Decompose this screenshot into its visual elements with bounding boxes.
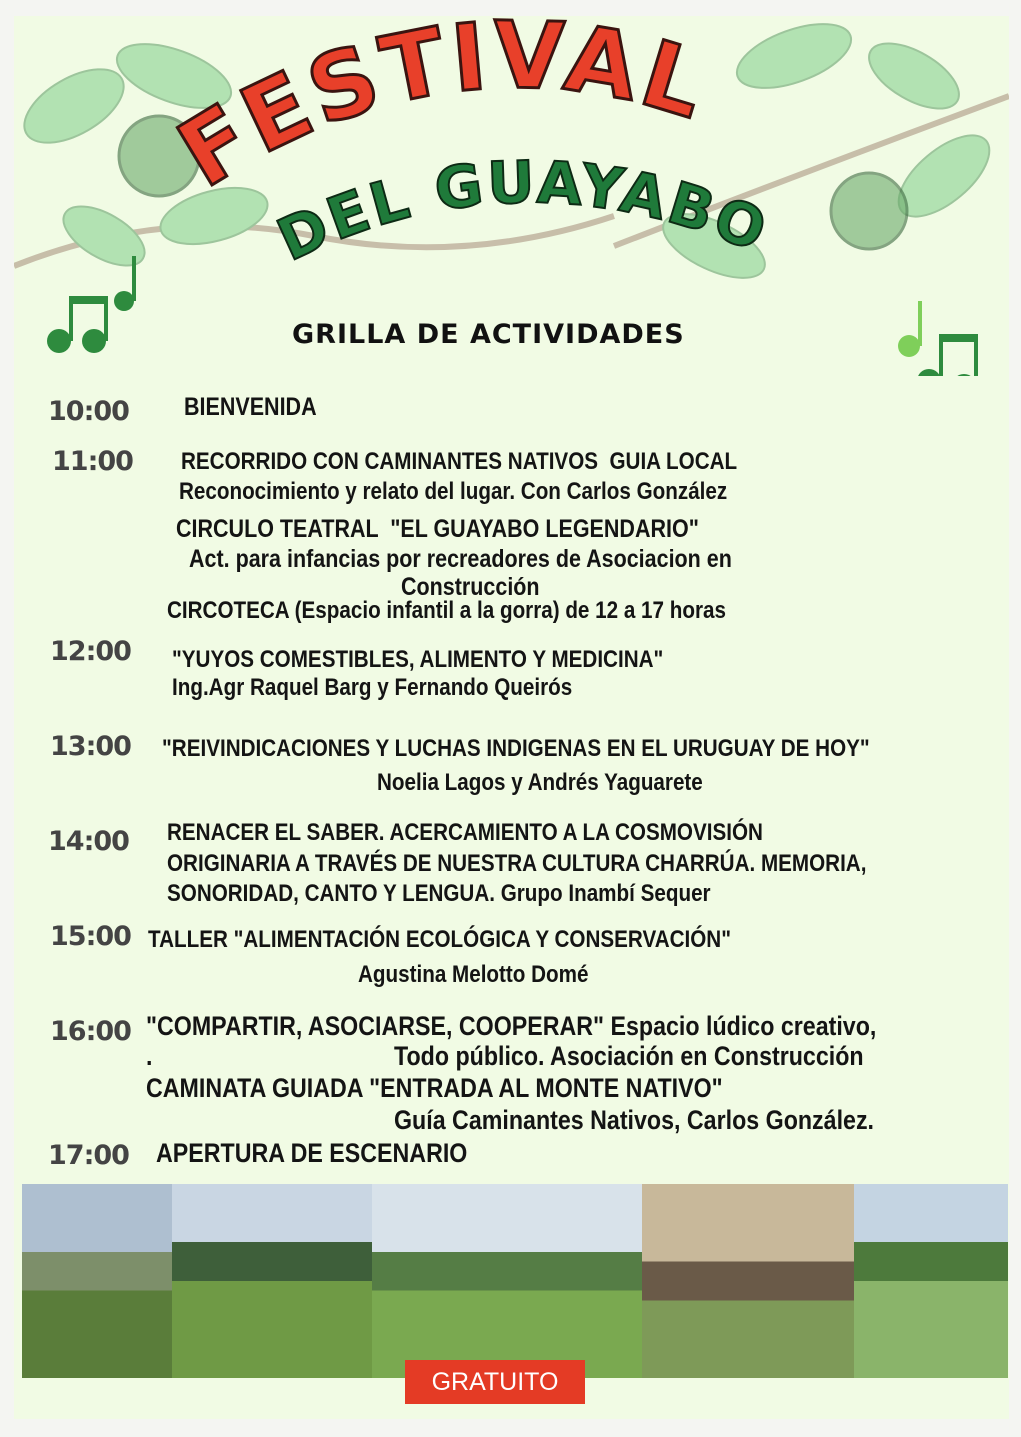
activity-title: RECORRIDO CON CAMINANTES NATIVOS GUIA LOCAL	[181, 448, 738, 475]
festival-title	[14, 1, 1009, 300]
activity-title: ORIGINARIA A TRAVÉS DE NUESTRA CULTURA CHARRÚA. MEMORIA,	[167, 850, 867, 877]
activity-detail: Agustina Melotto Domé	[358, 961, 589, 988]
schedule-heading: GRILLA DE ACTIVIDADES	[292, 319, 685, 350]
photo-group-1	[22, 1184, 172, 1378]
activity-detail: .	[146, 1041, 153, 1071]
activity-detail: Construcción	[401, 573, 540, 601]
title-festival: FESTIVAL	[160, 1, 721, 209]
activity-title: TALLER "ALIMENTACIÓN ECOLÓGICA Y CONSERVACIÓN"	[148, 926, 731, 953]
photo-group-3	[372, 1184, 642, 1378]
photo-group-5	[854, 1184, 1008, 1378]
photo-group-2	[172, 1184, 372, 1378]
time-16: 16:00	[50, 1016, 131, 1047]
activity-title: "REIVINDICACIONES Y LUCHAS INDIGENAS EN EL URUGUAY DE HOY"	[162, 735, 870, 762]
time-15: 15:00	[50, 921, 131, 952]
activity-title: "COMPARTIR, ASOCIARSE, COOPERAR" Espacio lúdico creativo,	[146, 1011, 877, 1041]
time-14: 14:00	[48, 826, 129, 857]
time-13: 13:00	[50, 731, 131, 762]
activity-detail: CIRCOTECA (Espacio infantil a la gorra) de 12 a 17 horas	[167, 597, 726, 624]
time-12: 12:00	[50, 636, 131, 667]
activity-detail: Reconocimiento y relato del lugar. Con Carlos González	[179, 478, 728, 505]
activity-title: CIRCULO TEATRAL "EL GUAYABO LEGENDARIO"	[176, 515, 699, 543]
festival-poster	[14, 1, 1009, 1419]
time-10: 10:00	[48, 396, 129, 427]
svg-text:DEL GUAYABO	[267, 148, 778, 274]
activity-detail: Noelia Lagos y Andrés Yaguarete	[377, 769, 703, 796]
activity-detail: Ing.Agr Raquel Barg y Fernando Queirós	[172, 674, 573, 701]
activity-title: RENACER EL SABER. ACERCAMIENTO A LA COSMOVISIÓN	[167, 819, 763, 846]
activity-detail: Guía Caminantes Nativos, Carlos González.	[394, 1105, 875, 1135]
photo-collage	[22, 1184, 1008, 1378]
activity-title: SONORIDAD, CANTO Y LENGUA. Grupo Inambí Sequer	[167, 880, 711, 907]
activity-title: CAMINATA GUIADA "ENTRADA AL MONTE NATIVO"	[146, 1073, 723, 1103]
activity-title: APERTURA DE ESCENARIO	[156, 1138, 468, 1168]
free-badge: GRATUITO	[405, 1360, 585, 1404]
time-11: 11:00	[52, 446, 133, 477]
activity-detail: Act. para infancias por recreadores de Asociacion en	[189, 545, 732, 573]
title-del-guayabo: DEL GUAYABO	[267, 147, 779, 275]
activity-title: "YUYOS COMESTIBLES, ALIMENTO Y MEDICINA"	[172, 646, 664, 673]
photo-group-4	[642, 1184, 854, 1378]
activity-title: BIENVENIDA	[184, 393, 317, 421]
activity-detail: Todo público. Asociación en Construcción	[394, 1041, 864, 1071]
time-17: 17:00	[48, 1140, 129, 1171]
